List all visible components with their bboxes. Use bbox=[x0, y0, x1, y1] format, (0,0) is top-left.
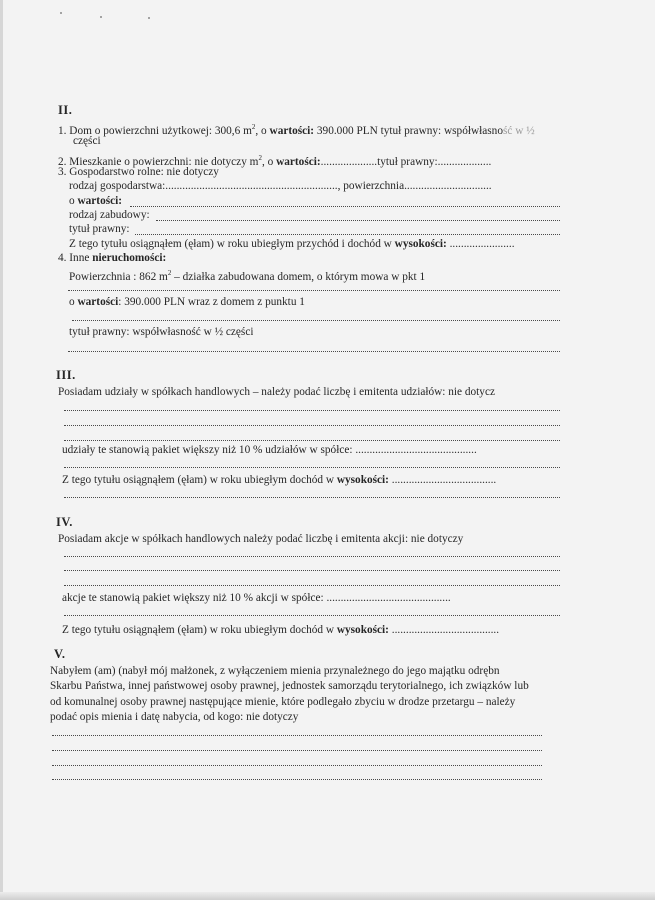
shares-income-line bbox=[62, 474, 560, 487]
farm-building-line: rodzaj zabudowy: bbox=[69, 209, 150, 221]
fill-line bbox=[64, 556, 560, 557]
fill-line bbox=[130, 206, 560, 207]
property-label: nieruchomości: bbox=[92, 252, 167, 264]
scan-speck bbox=[100, 16, 102, 18]
fill-line bbox=[64, 440, 560, 441]
fill-line bbox=[72, 320, 560, 321]
fill-line bbox=[68, 351, 560, 352]
house-value-text: 390.000 PLN tytuł prawny: współwłasno bbox=[314, 124, 503, 137]
section-v-header: V. bbox=[54, 648, 66, 661]
farm-income-line bbox=[69, 238, 561, 251]
superscript: 2 bbox=[167, 269, 172, 277]
scan-speck bbox=[60, 12, 62, 14]
acquired-line-4: podać opis mienia i datę nabycia, od kogo: nie dotyczy bbox=[50, 711, 299, 723]
superscript: 2 bbox=[258, 154, 262, 162]
text: 4. Inne bbox=[58, 252, 93, 264]
value-label: wartości: bbox=[77, 195, 123, 207]
superscript: 2 bbox=[251, 123, 256, 131]
other-property-line bbox=[58, 252, 166, 265]
scan-speck bbox=[148, 17, 150, 19]
apartment-text: 2. Mieszkanie o powierzchni: nie dotyczy m bbox=[58, 155, 259, 168]
text: Z tego tytułu osiągnąłem (ęłam) w roku ubiegłym dochód w bbox=[62, 474, 337, 486]
fill-line bbox=[135, 234, 560, 235]
scan-left-edge bbox=[0, 0, 3, 900]
amount-fill: ...................................... bbox=[388, 624, 500, 636]
section-iv-header: IV. bbox=[56, 516, 73, 529]
text: , o bbox=[261, 155, 277, 168]
house-line bbox=[58, 121, 618, 138]
scan-bottom-edge bbox=[0, 892, 655, 900]
stocks-package-line: akcje te stanowią pakiet większy niż 10 % akcji w spółce: ............................................ bbox=[62, 592, 451, 604]
plot-value-line bbox=[69, 296, 305, 309]
house-area-text: 1. Dom o powierzchni użytkowej: 300,6 m bbox=[58, 124, 252, 137]
text: Z tego tytułu osiągnąłem (ęłam) w roku ubiegłym przychód i dochód w bbox=[69, 238, 395, 250]
section-iii-header: III. bbox=[56, 369, 76, 382]
amount-fill: ..................................... bbox=[388, 474, 497, 486]
farm-title-line: tytuł prawny: bbox=[69, 223, 130, 235]
stocks-line: Posiadam akcje w spółkach handlowych należy podać liczbę i emitenta akcji: nie dotyczy bbox=[58, 533, 464, 545]
text: o bbox=[69, 296, 78, 308]
fill-line bbox=[64, 467, 560, 468]
value-label: wartości: bbox=[269, 124, 315, 137]
house-line-cont: części bbox=[73, 135, 101, 147]
fill-line bbox=[52, 765, 542, 766]
plot-description: – działka zabudowana domem, o którym mowa w pkt 1 bbox=[171, 270, 426, 283]
fill-line bbox=[64, 585, 560, 586]
value-label: wartości: bbox=[276, 155, 321, 168]
farm-type-line: rodzaj gospodarstwa:............................................................., powierzchnia............................... bbox=[69, 180, 492, 192]
shares-line: Posiadam udziały w spółkach handlowych – należy podać liczbę i emitenta udziałów: nie dotycz bbox=[58, 386, 495, 398]
plot-title-line: tytuł prawny: współwłasność w ½ części bbox=[69, 326, 254, 338]
acquired-line-2: Skarbu Państwa, innej państwowej osoby prawnej, jednostek samorządu terytorialnego, ich związków lub bbox=[50, 680, 529, 692]
value-label: wartości bbox=[77, 296, 119, 308]
plot-area-text: Powierzchnia : 862 m bbox=[69, 270, 168, 283]
acquired-line-1: Nabyłem (am) (nabył mój małżonek, z wyłączeniem mienia przynależnego do jego majątku odrębn bbox=[50, 665, 500, 677]
amount-label: wysokości: bbox=[336, 624, 389, 636]
section-ii-header: II. bbox=[58, 104, 73, 117]
text: , o bbox=[255, 124, 270, 137]
apartment-fill: ....................tytuł prawny:................... bbox=[320, 155, 492, 168]
fill-line bbox=[64, 570, 560, 571]
plot-area-line bbox=[69, 267, 425, 284]
fill-line bbox=[52, 779, 542, 780]
fill-line bbox=[64, 425, 560, 426]
fill-line bbox=[52, 750, 542, 751]
fill-line bbox=[64, 615, 560, 616]
farm-value-line bbox=[69, 195, 122, 208]
fill-line bbox=[64, 410, 560, 411]
faded-text: ść w ½ bbox=[502, 124, 535, 137]
shares-package-line: udziały te stanowią pakiet większy niż 10 % udziałów w spółce: ........................................... bbox=[62, 444, 477, 456]
stocks-income-line bbox=[62, 624, 560, 637]
fill-line bbox=[156, 220, 560, 221]
plot-value-text: : 390.000 PLN wraz z domem z punktu 1 bbox=[118, 296, 305, 308]
amount-label: wysokości: bbox=[336, 474, 389, 486]
text: Z tego tytułu osiągnąłem (ęłam) w roku ubiegłym dochód w bbox=[62, 624, 337, 636]
fill-line bbox=[64, 497, 560, 498]
acquired-line-3: od komunalnej osoby prawnej następujące mienie, które podlegało zbyciu w drodze przetargu – należy bbox=[50, 696, 516, 708]
fill-line bbox=[68, 290, 560, 291]
amount-label: wysokości: bbox=[394, 238, 447, 250]
fill-line bbox=[52, 735, 542, 736]
text: o bbox=[69, 195, 78, 207]
amount-fill: ....................... bbox=[446, 238, 515, 250]
farm-line: 3. Gospodarstwo rolne: nie dotyczy bbox=[58, 166, 219, 178]
